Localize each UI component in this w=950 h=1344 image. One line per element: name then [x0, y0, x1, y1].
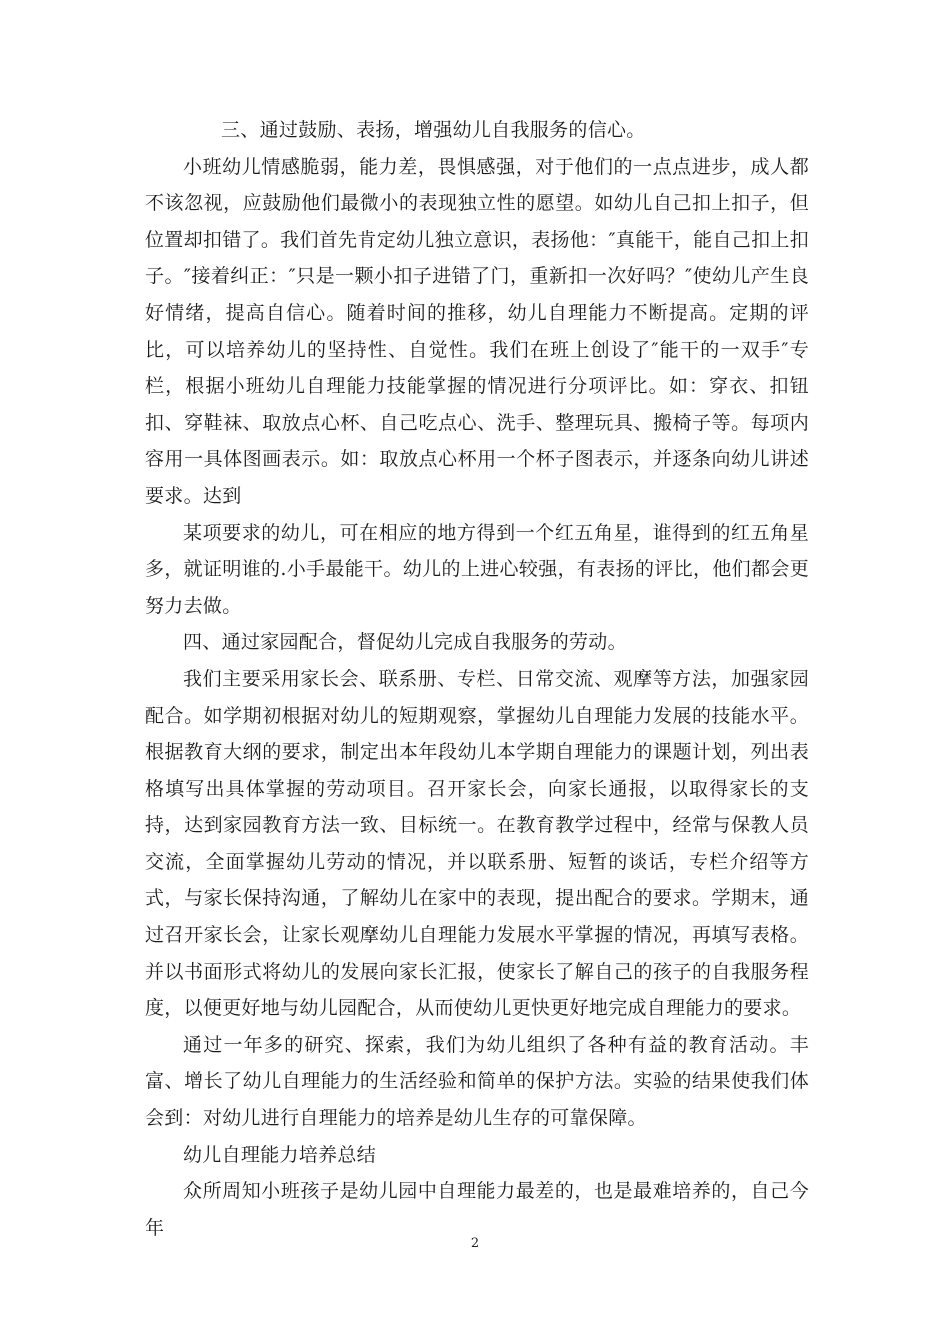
paragraph-research-conclusion: 通过一年多的研究、探索，我们为幼儿组织了各种有益的教育活动。丰富、增长了幼儿自理能力的生活经验和简单的保护方法。实验的结果使我们体会到：对幼儿进行自理能力的培养是幼儿生存的可靠保障。: [145, 1033, 809, 1130]
paragraph-red-star-evaluation: 某项要求的幼儿，可在相应的地方得到一个红五角星，谁得到的红五角星多，就证明谁的.小手最能干。幼儿的上进心较强，有表扬的评比，他们都会更努力去做。: [145, 521, 809, 617]
section-heading-encouragement: 三、通过鼓励、表扬，增强幼儿自我服务的信心。: [221, 119, 646, 141]
paragraph-summary-intro: 众所周知小班孩子是幼儿园中自理能力最差的，也是最难培养的，自己今年: [145, 1180, 809, 1239]
paragraph-encouragement-body: 小班幼儿情感脆弱，能力差，畏惧感强，对于他们的一点点进步，成人都不该忽视，应鼓励他们最微小的表现独立性的愿望。如幼儿自己扣上扣子，但位置却扣错了。我们首先肯定幼儿独立意识，表扬他：″真能干，能自己扣上扣子。″接着纠正：″只是一颗小扣子进错了门，重新扣一次好吗？″使幼儿产生良好情绪，提高自信心。随着时间的推移，幼儿自理能力不断提高。定期的评比，可以培养幼儿的坚持性、自觉性。我们在班上创设了″能干的一双手″专栏，根据小班幼儿自理能力技能掌握的情况进行分项评比。如：穿衣、扣钮扣、穿鞋袜、取放点心杯、自己吃点心、洗手、整理玩具、搬椅子等。每项内容用一具体图画表示。如：取放点心杯用一个杯子图表示，并逐条向幼儿讲述要求。达到: [145, 155, 809, 507]
page-number: 2: [470, 1236, 480, 1251]
summary-title: 幼儿自理能力培养总结: [183, 1143, 377, 1166]
document-body: [145, 112, 809, 1246]
section-heading-home-cooperation: 四、通过家园配合，督促幼儿完成自我服务的劳动。: [183, 631, 627, 654]
paragraph-home-cooperation-body: 我们主要采用家长会、联系册、专栏、日常交流、观摩等方法，加强家园配合。如学期初根据对幼儿的短期观察，掌握幼儿自理能力发展的技能水平。根据教育大纲的要求，制定出本年段幼儿本学期自理能力的课题计划，列出表格填写出具体掌握的劳动项目。召开家长会，向家长通报，以取得家长的支持，达到家园教育方法一致、目标统一。在教育教学过程中，经常与保教人员交流，全面掌握幼儿劳动的情况，并以联系册、短暂的谈话，专栏介绍等方式，与家长保持沟通，了解幼儿在家中的表现，提出配合的要求。学期末，通过召开家长会，让家长观摩幼儿自理能力发展水平掌握的情况，再填写表格。并以书面形式将幼儿的发展向家长汇报，使家长了解自己的孩子的自我服务程度，以便更好地与幼儿园配合，从而使幼儿更快更好地完成自理能力的要求。: [145, 667, 809, 1020]
